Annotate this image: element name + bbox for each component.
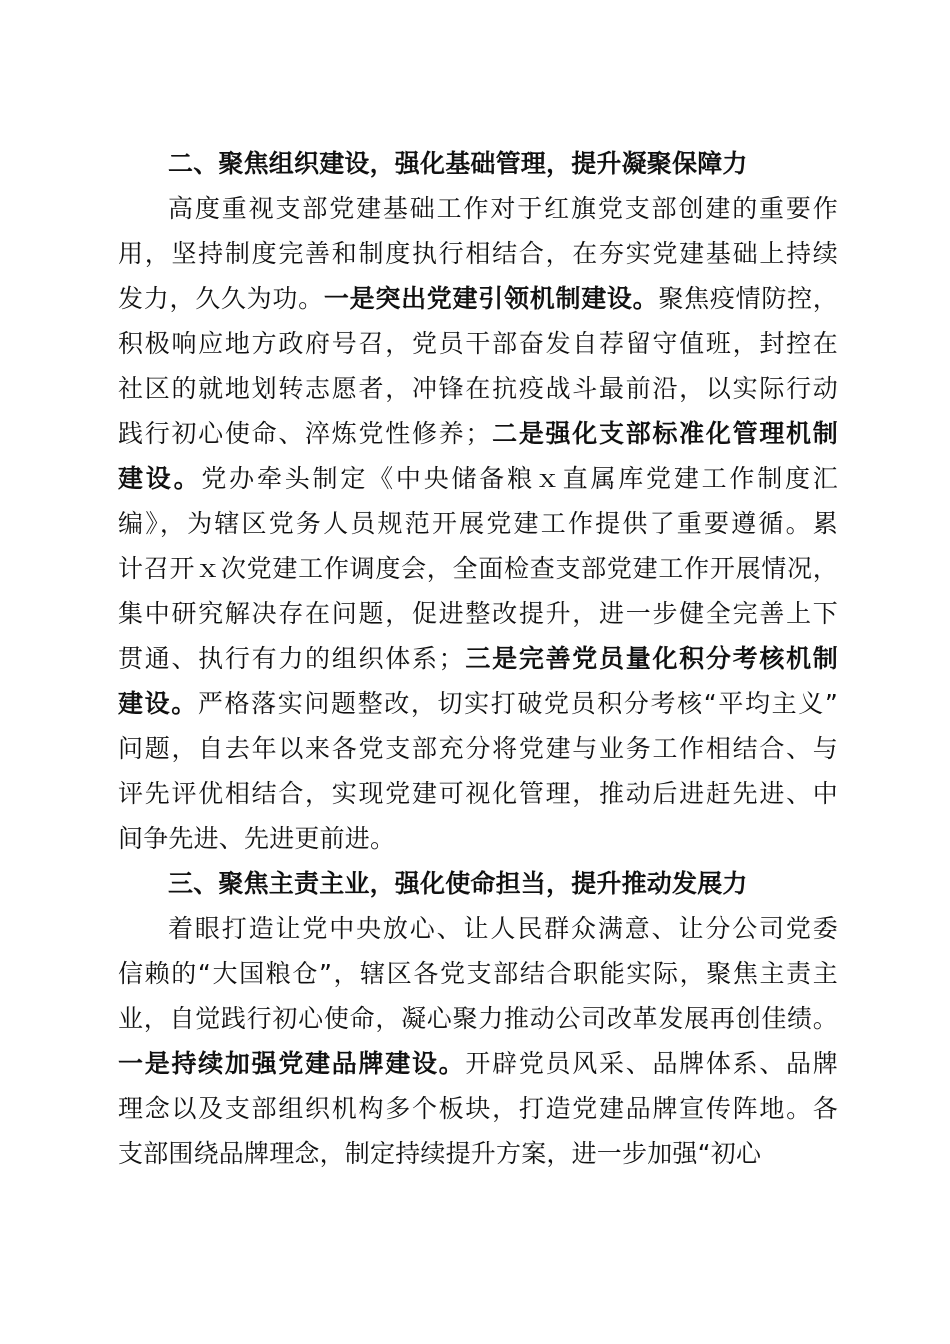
paragraph-line: 高度重视支部党建基础工作对于红旗党支部创建的重要作	[168, 194, 838, 223]
text-run: 党办牵头制定《中央储备粮ｘ直属库党建工作制度汇	[201, 464, 838, 493]
bold-keyphrase: 一是突出党建引领机制建设。	[323, 284, 659, 313]
section-heading-2: 二、聚焦组织建设，强化基础管理，提升凝聚保障力	[168, 149, 748, 178]
text-run: 聚焦疫情防控，	[658, 284, 839, 313]
paragraph-line: 信赖的“大国粮仓”，辖区各党支部结合职能实际，聚焦主责主	[118, 959, 838, 988]
paragraph-line	[118, 414, 838, 454]
section-heading-3: 三、聚焦主责主业，强化使命担当，提升推动发展力	[168, 869, 748, 898]
paragraph-line	[118, 459, 838, 499]
text-run: 开辟党员风采、品牌体系、品牌	[465, 1049, 838, 1078]
text-run: 严格落实问题整改，切实打破党员积分考核“平均主义”	[197, 689, 839, 718]
paragraph-line: 理念以及支部组织机构多个板块，打造党建品牌宣传阵地。各	[118, 1094, 838, 1123]
text-run: 发力，久久为功。	[118, 284, 324, 313]
paragraph-line	[118, 1044, 838, 1084]
paragraph-line: 集中研究解决存在问题，促进整改提升，进一步健全完善上下	[118, 599, 838, 628]
paragraph-line	[118, 684, 838, 724]
bold-keyphrase: 一是持续加强党建品牌建设。	[118, 1049, 466, 1078]
paragraph-line: 计召开ｘ次党建工作调度会，全面检查支部党建工作开展情况，	[118, 554, 838, 583]
paragraph-line: 问题，自去年以来各党支部充分将党建与业务工作相结合、与	[118, 734, 838, 763]
text-run: 贯通、执行有力的组织体系；	[118, 644, 464, 673]
text-run: 践行初心使命、淬炼党性修养；	[118, 419, 491, 448]
paragraph-line	[118, 279, 838, 319]
paragraph-line: 业，自觉践行初心使命，凝心聚力推动公司改革发展再创佳绩。	[118, 1004, 838, 1033]
paragraph-line: 评先评优相结合，实现党建可视化管理，推动后进赶先进、中	[118, 779, 838, 808]
paragraph-line: 间争先进、先进更前进。	[118, 824, 396, 853]
paragraph-line	[118, 639, 838, 679]
bold-keyphrase: 三是完善党员量化积分考核机制	[463, 644, 838, 673]
paragraph-line: 支部围绕品牌理念，制定持续提升方案，进一步加强“初心	[118, 1139, 762, 1168]
bold-keyphrase: 建设。	[118, 464, 202, 493]
paragraph-line: 社区的就地划转志愿者，冲锋在抗疫战斗最前沿，以实际行动	[118, 374, 838, 403]
paragraph-line: 用，坚持制度完善和制度执行相结合，在夯实党建基础上持续	[118, 239, 838, 268]
paragraph-line: 积极响应地方政府号召，党员干部奋发自荐留守值班，封控在	[118, 329, 838, 358]
paragraph-line: 编》，为辖区党务人员规范开展党建工作提供了重要遵循。累	[118, 509, 838, 538]
bold-keyphrase: 建设。	[118, 689, 198, 718]
bold-keyphrase: 二是强化支部标准化管理机制	[490, 419, 838, 448]
paragraph-line: 着眼打造让党中央放心、让人民群众满意、让分公司党委	[168, 914, 838, 943]
